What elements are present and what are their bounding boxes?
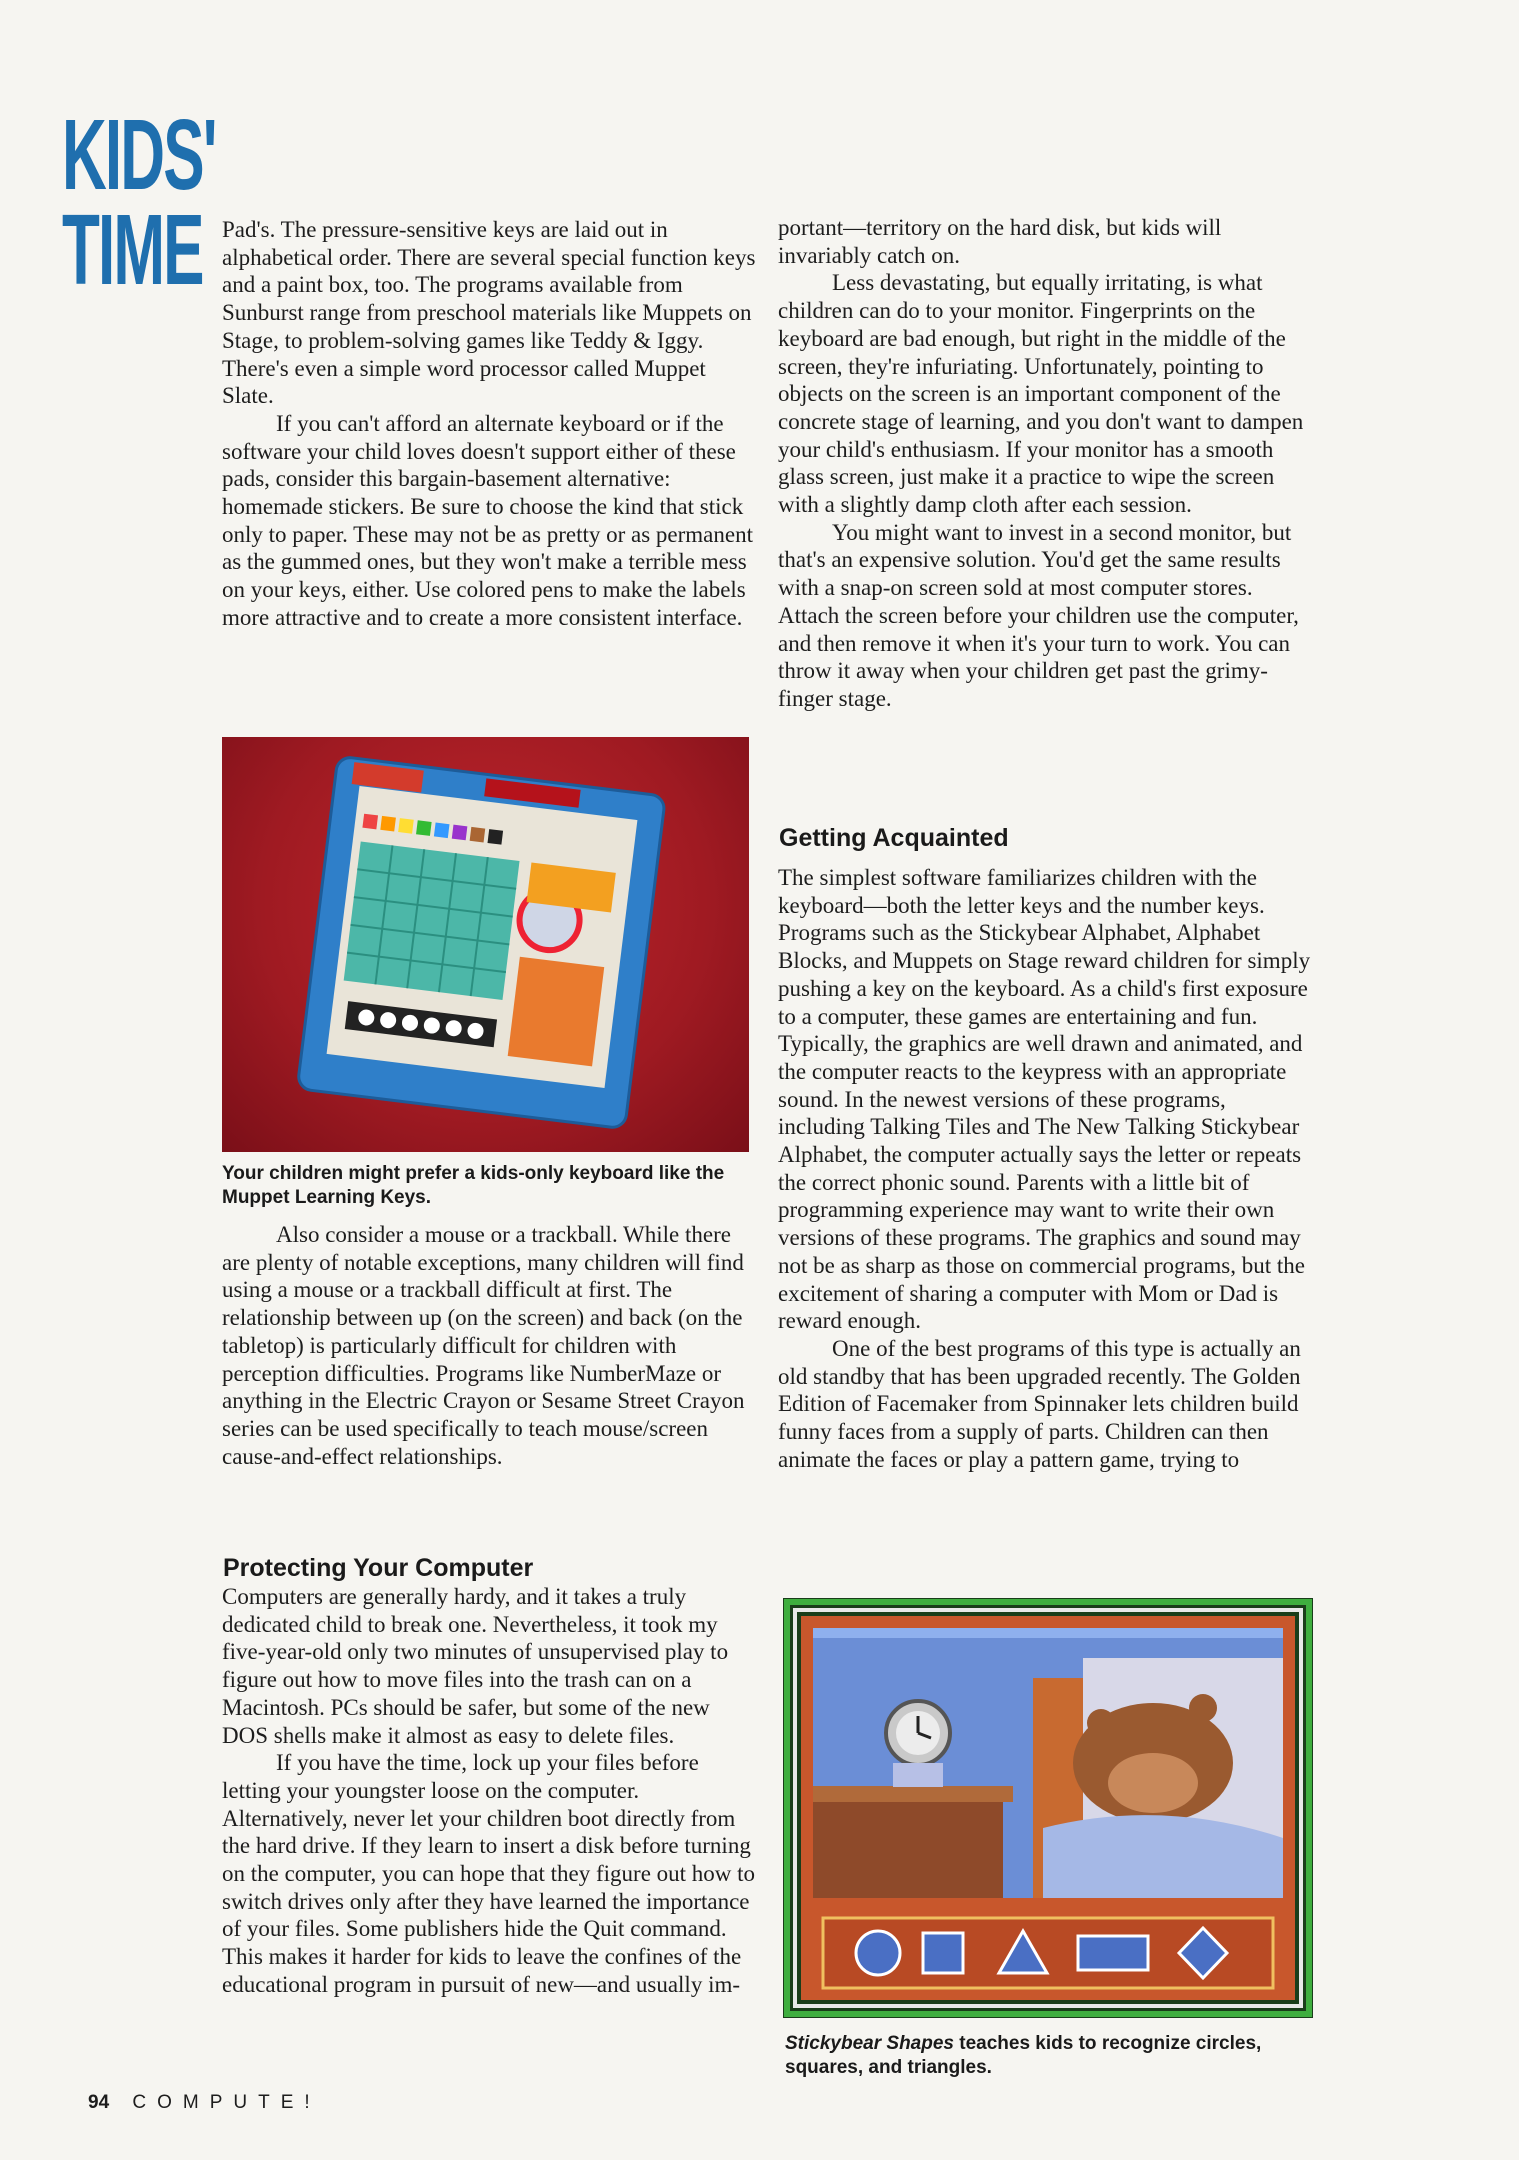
paragraph: Also consider a mouse or a trackball. While there are plenty of notable exceptions, many children will find using a mouse or a trackball difficult at first. The relationship between up (on the screen) and back (on the tabletop) is particularly difficult for children with perception difficulties. Programs like NumberMaze or anything in the Electric Crayon or Sesame Street Crayon series can be used specifically to teach mouse/screen cause-and-effect relationships. [222, 1222, 745, 1469]
muppet-learning-keys-photo [222, 737, 749, 1152]
caption-program-title: Stickybear Shapes [785, 2033, 954, 2054]
page-footer [88, 2092, 321, 2114]
page-number: 94 [88, 2092, 110, 2113]
paragraph: Pad's. The pressure-sensitive keys are laid out in alphabetical order. There are several special function keys and a paint box, too. The programs available from Sunburst range from preschool materials like Muppets on Stage, to problem-solving games like Teddy & Iggy. There's even a simple word processor called Muppet Slate. [222, 217, 756, 409]
paragraph: One of the best programs of this type is actually an old standby that has been upgraded recently. The Golden Edition of Facemaker from Spinnaker lets children build funny faces from a supply of parts. Children can then animate the faces or play a pattern game, trying to [778, 1335, 1301, 1472]
paragraph: portant—territory on the hard disk, but kids will invariably catch on. [778, 215, 1222, 268]
logo-line-2: TIME [62, 194, 203, 306]
paragraph: Computers are generally hardy, and it takes a truly dedicated child to break one. Nevertheless, it took my five-year-old only two minutes of unsupervised play to figure out how to move files into the trash can on a Macintosh. PCs should be safer, but some of the new DOS shells make it almost as easy to delete files. [222, 1584, 729, 1748]
stickybear-shapes-screenshot [783, 1598, 1313, 2018]
column-1-top [222, 216, 756, 632]
paragraph: If you have the time, lock up your files before letting your youngster loose on the computer. Alternatively, never let your children boot directly from the hard drive. If they learn to insert a disk before turning on the computer, you can hope that they figure out how to switch drives only after they have learned the importance of your files. Some publishers hide the Quit command. This makes it harder for kids to leave the confines of the educational program in pursuit of new—and usually im- [222, 1750, 756, 1997]
column-2-top [778, 214, 1312, 713]
paragraph: The simplest software familiarizes children with the keyboard—both the letter keys and the number keys. Programs such as the Stickybear Alphabet, Alphabet Blocks, and Muppets on Stage reward children for simply pushing a key on the keyboard. As a child's first exposure to a computer, these games are entertaining and fun. Typically, the graphics are well drawn and animated, and the computer reacts to the keypress with an appropriate sound. In the newest versions of these programs, including Talking Tiles and The New Talking Stickybear Alphabet, the computer actually says the letter or repeats the correct phonic sound. Parents with a little bit of programming experience may want to write their own versions of these programs. The graphics and sound may not be as sharp as those on commercial programs, but the excitement of sharing a computer with Mom or Dad is reward enough. [778, 865, 1311, 1334]
caption-text: teaches kids to recognize circles, squares, and triangles. [785, 2033, 1262, 2078]
heading-protecting-your-computer: Protecting Your Computer [223, 1554, 534, 1582]
photo-caption-2 [785, 2032, 1325, 2080]
paragraph: Less devastating, but equally irritating, is what children can do to your monitor. Fingerprints on the keyboard are bad enough, but right in the middle of the screen, they're infuriating. Unfortunately, pointing to objects on the screen is an important component of the concrete stage of learning, and you don't want to dampen your child's enthusiasm. If your monitor has a smooth glass screen, just make it a practice to wipe the screen with a slightly damp cloth after each session. [778, 270, 1304, 518]
magazine-name: COMPUTE! [132, 2092, 321, 2113]
column-2-bottom [778, 864, 1312, 1473]
paragraph: You might want to invest in a second monitor, but that's an expensive solution. You'd get the same results with a snap-on screen sold at most computer stores. Attach the screen before your children use the computer, and then remove it when it's your turn to work. You can throw it away when your children get past the grimy-finger stage. [778, 519, 1299, 711]
heading-getting-acquainted: Getting Acquainted [779, 824, 1009, 852]
photo-caption-1: Your children might prefer a kids-only keyboard like the Muppet Learning Keys. [222, 1163, 725, 1208]
logo-line-1: KIDS' [62, 99, 216, 211]
paragraph: If you can't afford an alternate keyboard or if the software your child loves doesn't support either of these pads, consider this bargain-basement alternative: homemade stickers. Be sure to choose the kind that stick only to paper. These may not be as pretty or as permanent as the gummed ones, but they won't make a terrible mess on your keys, either. Use colored pens to make the labels more attractive and to create a more consistent interface. [222, 410, 753, 630]
column-1-bottom [222, 1221, 756, 1470]
column-1-protect [222, 1583, 756, 1999]
